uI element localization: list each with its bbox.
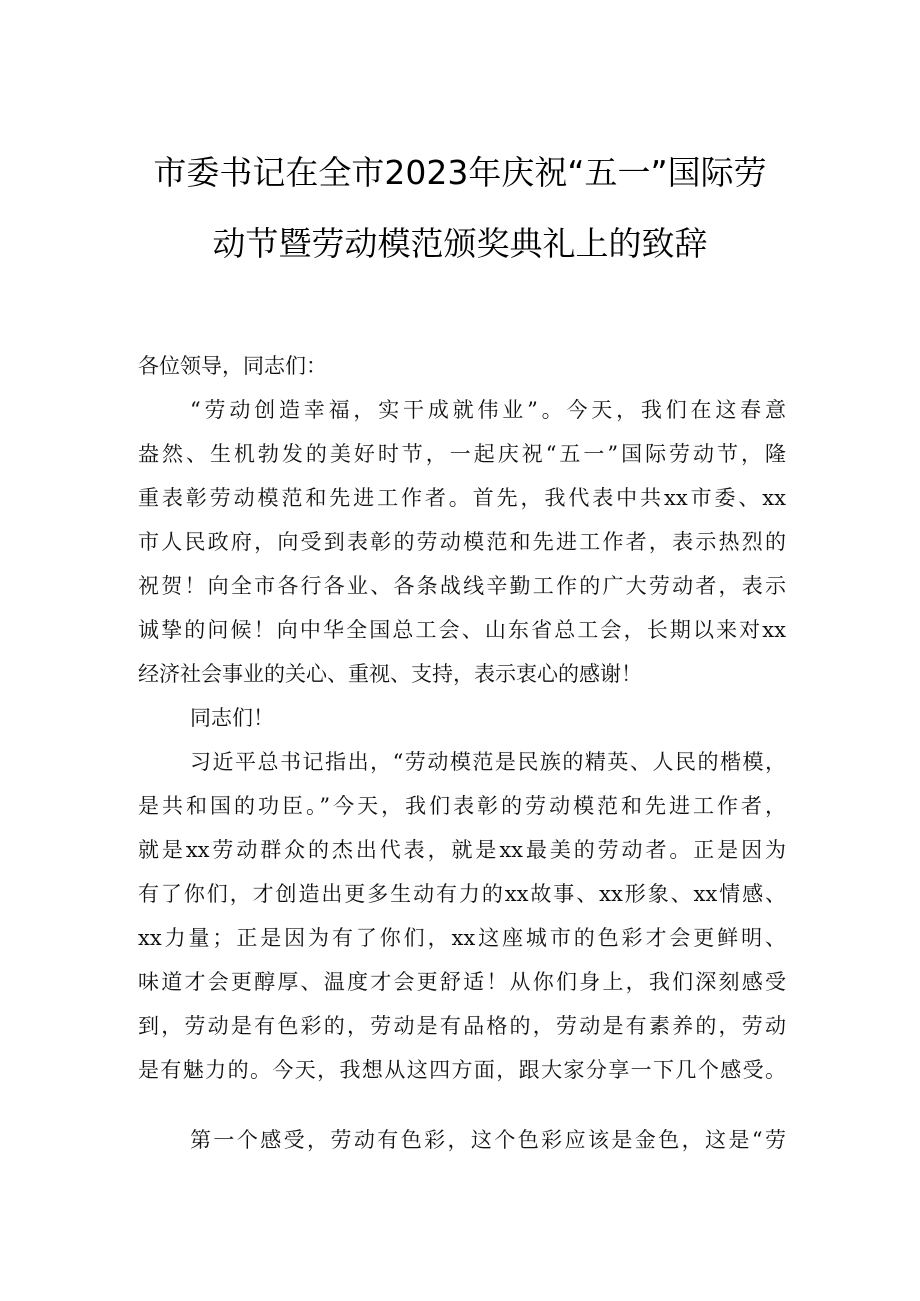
paragraph-line: 就是xx劳动群众的杰出代表，就是xx最美的劳动者。正是因为 [138, 838, 786, 862]
paragraph-line: 祝贺！向全市各行各业、各条战线辛勤工作的广大劳动者，表示 [138, 574, 786, 598]
paragraph-line: 习近平总书记指出，“劳动模范是民族的精英、人民的楷模， [190, 750, 786, 774]
document-title-line-1: 市委书记在全市2023年庆祝“五一”国际劳 [153, 153, 767, 192]
paragraph-line: 到，劳动是有色彩的，劳动是有品格的，劳动是有素养的，劳动 [138, 1014, 786, 1038]
paragraph-line: xx力量；正是因为有了你们，xx这座城市的色彩才会更鲜明、 [138, 926, 786, 950]
paragraph-line: 味道才会更醇厚、温度才会更舒适！从你们身上，我们深刻感受 [138, 970, 786, 994]
paragraph-line: 第一个感受，劳动有色彩，这个色彩应该是金色，这是“劳 [190, 1128, 786, 1152]
paragraph-line: 是共和国的功臣。”今天，我们表彰的劳动模范和先进工作者， [138, 794, 786, 818]
paragraph-line: 有了你们，才创造出更多生动有力的xx故事、xx形象、xx情感、 [138, 882, 786, 906]
paragraph-line: 盎然、生机勃发的美好时节，一起庆祝“五一”国际劳动节，隆 [138, 442, 786, 466]
salutation: 各位领导，同志们： [138, 354, 327, 378]
document-title-line-2: 动节暨劳动模范颁奖典礼上的致辞 [212, 224, 708, 263]
paragraph-line: 经济社会事业的关心、重视、支持，表示衷心的感谢！ [138, 662, 642, 686]
paragraph-line: 重表彰劳动模范和先进工作者。首先，我代表中共xx市委、xx [138, 486, 786, 510]
paragraph-line: “劳动创造幸福，实干成就伟业”。今天，我们在这春意 [190, 398, 786, 422]
paragraph-line: 市人民政府，向受到表彰的劳动模范和先进工作者，表示热烈的 [138, 530, 786, 554]
paragraph-line: 是有魅力的。今天，我想从这四方面，跟大家分享一下几个感受。 [138, 1058, 786, 1082]
paragraph-line: 诚挚的问候！向中华全国总工会、山东省总工会，长期以来对xx [138, 618, 786, 642]
address-line: 同志们！ [190, 706, 274, 730]
